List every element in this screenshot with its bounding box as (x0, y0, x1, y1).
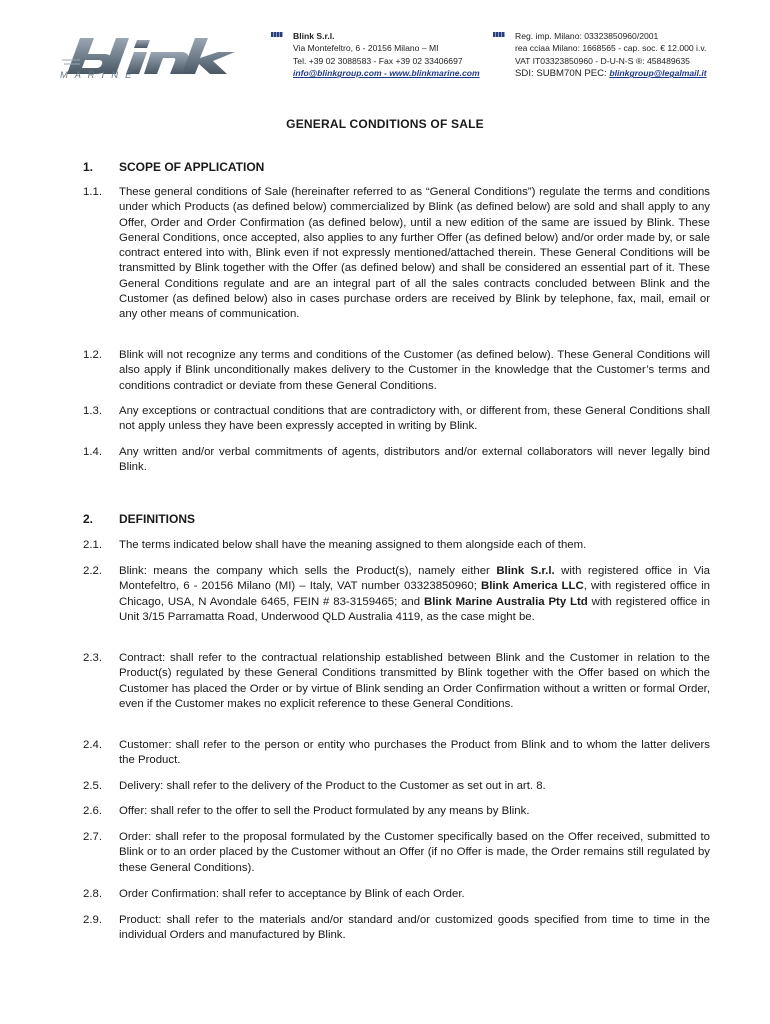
clause-text-part: Blink: means the company which sells the Product(s), namely either (119, 565, 497, 577)
clause-number: 2.3. (83, 652, 102, 664)
pec-label: PEC: (581, 68, 610, 80)
clause-text-part: , with registered office in Chicago, USA, N Avondale 6465, FEIN # 83-3159465; and (119, 580, 710, 608)
registration-info-block (515, 30, 755, 81)
clause (83, 404, 710, 435)
clause-number: 1.4. (83, 446, 102, 458)
clause-number: 2.1. (83, 539, 102, 551)
section-title: SCOPE OF APPLICATION (119, 160, 265, 174)
clause-number: 1.3. (83, 405, 102, 417)
section-number: 1. (83, 160, 94, 174)
clause-text: Order Confirmation: shall refer to acceptance by Blink of each Order. (119, 888, 465, 900)
sdi-pec-line (515, 67, 755, 80)
clause (83, 779, 710, 794)
clause (83, 564, 710, 625)
logo-marine-text: M A R I N E (60, 70, 134, 81)
clause-text-part: with registered office in Via Montefeltro, 6 - 20156 Milano (MI) – Italy, VAT number 03323850960; (119, 565, 711, 593)
company-name-bold: Blink America LLC (480, 580, 584, 593)
reg-number: Reg. imp. Milano: 03323850960/2001 (515, 31, 659, 41)
clause-text: Customer: shall refer to the person or entity who purchases the Product from Blink and to whom the latter delivers the Product. (119, 739, 710, 767)
clause (83, 445, 710, 476)
sdi-code: SUBM70N (536, 68, 582, 80)
clause-text: Blink will not recognize any terms and conditions of the Customer (as defined below). These General Conditions will also apply if Blink unconditionally makes delivery to the Customer in the knowledge that the Customer’s terms and conditions contradict or deviate from these General Conditions. (119, 349, 710, 392)
clause (83, 538, 710, 553)
section-title: DEFINITIONS (119, 512, 196, 526)
pec-email-link[interactable]: blinkgroup@legalmail.it (609, 68, 707, 79)
flag-bullet-icon (493, 32, 505, 37)
clause-number: 2.8. (83, 888, 102, 900)
clause-number: 2.9. (83, 914, 102, 926)
rea-number: rea cciaa Milano: 1668565 - cap. soc. € 12.000 i.v. (515, 43, 707, 54)
clause (83, 913, 710, 944)
company-address: Via Montefeltro, 6 - 20156 Milano – MI (293, 43, 439, 54)
clause-number: 1.2. (83, 349, 102, 361)
document-title: GENERAL CONDITIONS OF SALE (286, 117, 484, 131)
clause-text: Offer: shall refer to the offer to sell the Product formulated by any means by Blink. (119, 805, 530, 817)
clause (83, 830, 710, 876)
clause-text: Order: shall refer to the proposal formulated by the Customer specifically based on the Offer received, submitted to Blink or to an order placed by the Customer without an Offer (if no Offer is made, the Order remains still regulated by these General Conditions). (119, 831, 710, 874)
clause-text: Any exceptions or contractual conditions that are contradictory with, or different from, these General Conditions shall not apply unless they have been expressly accepted in writing by Blink. (119, 405, 710, 433)
company-info-block (293, 30, 493, 80)
clause-number: 2.4. (83, 739, 102, 751)
blink-marine-logo (58, 34, 248, 84)
flag-bullet-icon (271, 32, 283, 37)
clause-text: Any written and/or verbal commitments of agents, distributors and/or external collaborators will never legally bind Blink. (119, 446, 710, 474)
clause-number: 2.2. (83, 565, 102, 577)
clause (83, 651, 710, 712)
clause (83, 887, 710, 902)
clause (83, 348, 710, 394)
sdi-label: SDI: (515, 68, 537, 80)
clause-number: 2.6. (83, 805, 102, 817)
clause-text-part: with registered office in Unit 3/15 Parramatta Road, Underwood QLD Australia 4119, as the case might be. (119, 595, 710, 623)
clause (83, 738, 710, 769)
clause-text: Delivery: shall refer to the delivery of the Product to the Customer as set out in art. 8. (119, 780, 546, 792)
company-name: Blink S.r.l. (293, 31, 335, 41)
clause-number: 2.7. (83, 831, 102, 843)
clause-text: Product: shall refer to the materials and/or standard and/or customized goods specified from time to time in the individual Orders and manufactured by Blink. (119, 914, 710, 942)
company-phone: Tel. +39 02 3088583 - Fax +39 02 33406697 (293, 55, 463, 66)
clause-number: 2.5. (83, 780, 102, 792)
clause (83, 804, 710, 819)
clause-text (119, 564, 710, 625)
clause-text: The terms indicated below shall have the meaning assigned to them alongside each of them. (119, 539, 587, 551)
clause-text: These general conditions of Sale (hereinafter referred to as “General Conditions”) regulate the terms and conditions under which Products (as defined below) commercialized by Blink (as defined below) are sold and shall apply to any Offer, Order and Order Confirmation (as defined below), until a new edition of the same are issued by Blink. These General Conditions, once accepted, also applies to any further Offer (as defined below) and/or order made by, or sale contract entered into with, Blink even if not expressly mentioned/attached therein. These General Conditions will be transmitted by Blink together with the Offer (as defined below) and shall be considered an essential part of it. These General Conditions regulate and are an integral part of all the sales contracts concluded between Blink and the Customer (as defined below) also in cases purchase orders are received by Blink by telephone, fax, mail, email or any other means of communication. (119, 186, 710, 321)
clause-text: Contract: shall refer to the contractual relationship established between Blink and the Customer in relation to the Product(s) regulated by these General Conditions transmitted by Blink together with the Offer based on which the Customer has placed the Order or by virtue of Blink sending an Order Confirmation without a written or formal Order, even if the Customer makes no explicit reference to these General Conditions. (119, 652, 710, 710)
clause-number: 1.1. (83, 186, 102, 198)
company-name-bold: Blink Marine Australia Pty Ltd (423, 595, 588, 608)
vat-number: VAT IT03323850960 - D-U-N-S ®: 458489635 (515, 55, 690, 66)
clause (83, 185, 710, 323)
company-name-bold: Blink S.r.l. (496, 565, 555, 577)
section-number: 2. (83, 512, 94, 526)
company-contacts-link[interactable]: info@blinkgroup.com - www.blinkmarine.com (293, 68, 480, 79)
